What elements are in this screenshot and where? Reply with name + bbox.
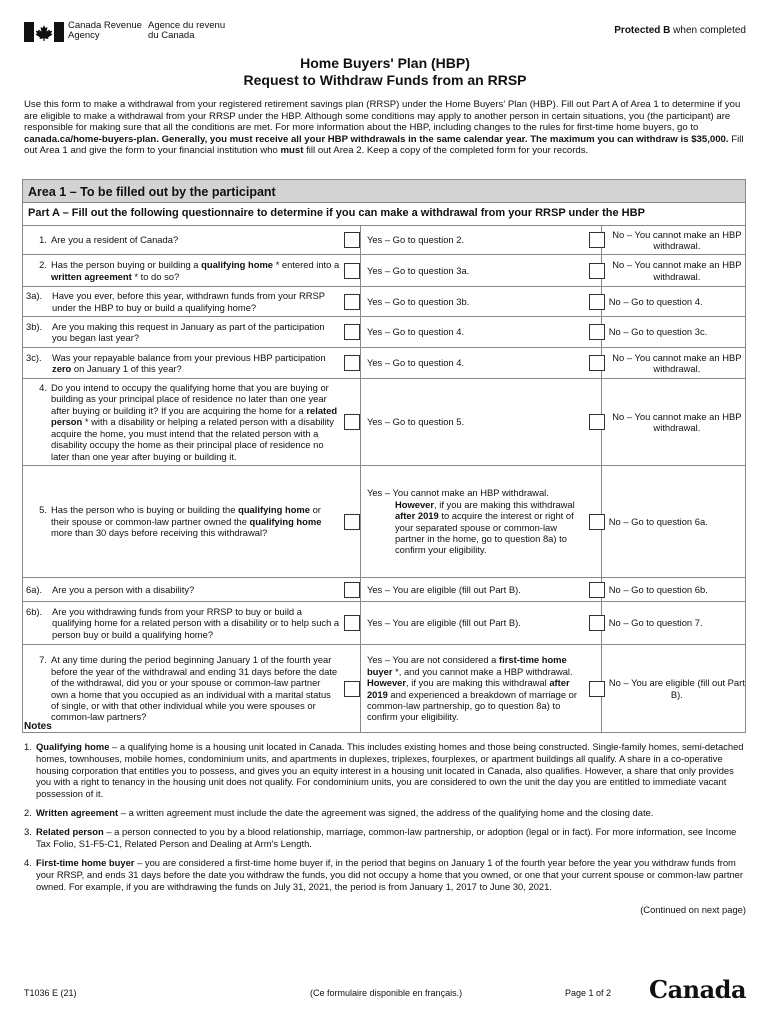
part-a-header: Part A – Fill out the following questionnaire to determine if you can make a withdrawal from your RRSP under the HBP — [22, 203, 746, 225]
q6a-no-checkbox[interactable] — [589, 582, 605, 598]
page-number: Page 1 of 2 — [565, 988, 612, 998]
note-item: 4. First-time home buyer – you are considered a first-time home buyer if, in the period that begins on January 1 of the fourth year before the year you withdraw funds from your RRSP, and ends 31 days before the date you withdraw the funds, you did not occupy a home that you owned, or one that your current spouse or common-law partner owned. For example, if you are withdrawing the funds on July 31, 2021, the period is from January 1, 2017 to June 30, 2021. — [24, 857, 744, 892]
canada-wordmark: Canada — [649, 975, 746, 1004]
table-row: 3b). Are you making this request in January as part of the participation you began last year? Yes – Go to question 4. No – Go to question 3c. — [23, 317, 746, 348]
notes-heading: Notes — [24, 721, 52, 732]
q4-no-checkbox[interactable] — [589, 414, 605, 430]
table-row: 2. Has the person buying or building a qualifying home * entered into a written agreement * to do so? Yes – Go to question 3a. No – You cannot make an HBP withdrawal. — [23, 255, 746, 287]
questionnaire-table — [22, 225, 746, 733]
q1-no-checkbox[interactable] — [589, 232, 605, 248]
note-item: 2. Written agreement – a written agreement must include the date the agreement was signed, the address of the qualifying home and the closing date. — [24, 807, 654, 818]
note-item: 3. Related person – a person connected to you by a blood relationship, marriage, common-law partnership, or adoption (legal or in fact). For more information, see Income Tax Folio, S1-F5-C1, Related Person and Dealing at Arm's Length. — [24, 826, 737, 849]
q1-yes-checkbox[interactable] — [344, 232, 360, 248]
note-item: 1. Qualifying home – a qualifying home is a housing unit located in Canada. This includes existing homes and those being constructed. Single-family homes, semi-detached homes, townhouses, mobile homes, condominium units, and apartments in duplexes, triplexes, fourplexes, or apartment buildings all qualify. A share in a co-operative housing corporation that entitles you to possess, and gives you an equity interest in a housing unit located in Canada, also qualifies. However, a share that only provides you with a right to tenancy in the housing unit does not qualify. For condominium units, you are considered to own the unit the day you are entitled to immediate vacant possession of it. — [24, 741, 744, 799]
q6b-no-checkbox[interactable] — [589, 615, 605, 631]
canada-flag-icon — [24, 22, 64, 42]
table-row: 3c). Was your repayable balance from your previous HBP participation zero on January 1 of this year? Yes – Go to question 4. No – You cannot make an HBP withdrawal. — [23, 348, 746, 379]
form-subtitle: Request to Withdraw Funds from an RRSP — [243, 72, 527, 88]
table-row: 4. Do you intend to occupy the qualifying home that you are buying or building as your principal place of residence no later than one year after buying or building it? If you are acquiring the home for a related person * with a disability or helping a related person with a disability acquire the home, you must intend that the related person with a disability occupy the home as their principal place of residence no later than one year after buying or building it. Yes – Go to question 5. No – You cannot make an HBP withdrawal. — [23, 379, 746, 466]
hbp-link[interactable]: canada.ca/home-buyers-plan — [24, 133, 157, 145]
table-row: 3a). Have you ever, before this year, withdrawn funds from your RRSP under the HBP to buy or build a qualifying home? Yes – Go to question 3b. No – Go to question 4. — [23, 287, 746, 317]
q2-yes-checkbox[interactable] — [344, 263, 360, 279]
table-row: 1. Are you a resident of Canada? Yes – Go to question 2. No – You cannot make an HBP withdrawal. — [23, 226, 746, 255]
q7-no-checkbox[interactable] — [589, 681, 605, 697]
q3c-no-checkbox[interactable] — [589, 355, 605, 371]
agency-name-en: Canada Revenue Agency — [68, 20, 142, 41]
table-row: 5. Has the person who is buying or building the qualifying home or their spouse or common-law partner owned the qualifying home more than 30 days before receiving this withdrawal? Yes – You cannot make an HBP withdrawal. However, if you are making this withdrawal after 2019 to acquire the interest or right of your separated spouse or common-law partner in the home, go to question 8a) to confirm your eligibility. No – Go to question 6a. — [23, 466, 746, 578]
q3a-no-checkbox[interactable] — [589, 294, 605, 310]
protected-b-label: Protected B when completed — [614, 25, 746, 36]
table-row: 6a). Are you a person with a disability? Yes – You are eligible (fill out Part B). No – Go to question 6b. — [23, 578, 746, 602]
q7-yes-checkbox[interactable] — [344, 681, 360, 697]
intro-paragraph: Use this form to make a withdrawal from your registered retirement savings plan (RRSP) under the Home Buyers' Plan (HBP). Fill out Part A of Area 1 to determine if you are eligible to make a withdrawal from your RRSP under the HBP. Although some conditions may apply to another person in certain situations, you (the participant) are responsible for making sure that all the conditions are met. For more information about the HBP, including changes to the rules for first-time home buyers, go to canada.ca/home-buyers-plan. Generally, you must receive all your HBP withdrawals in the same calendar year. The maximum you can withdraw is $35,000. Fill out Area 1 and give the form to your financial institution who must fill out Area 2. Keep a copy of the completed form for your records. — [24, 99, 744, 156]
area1-header: Area 1 – To be filled out by the participant — [22, 179, 746, 203]
continued-label: (Continued on next page) — [640, 904, 746, 915]
q3b-no-checkbox[interactable] — [589, 324, 605, 340]
q3c-yes-checkbox[interactable] — [344, 355, 360, 371]
table-row: 6b). Are you withdrawing funds from your RRSP to buy or build a qualifying home for a related person with a disability or to help such a person buy or build a qualifying home? Yes – You are eligible (fill out Part B). No – Go to question 7. — [23, 602, 746, 645]
q6b-yes-checkbox[interactable] — [344, 615, 360, 631]
q2-no-checkbox[interactable] — [589, 263, 605, 279]
q6a-yes-checkbox[interactable] — [344, 582, 360, 598]
french-availability: (Ce formulaire disponible en français.) — [310, 988, 463, 998]
q4-yes-checkbox[interactable] — [344, 414, 360, 430]
form-title: Home Buyers' Plan (HBP) — [300, 55, 470, 71]
q5-no-checkbox[interactable] — [589, 514, 605, 530]
q3a-yes-checkbox[interactable] — [344, 294, 360, 310]
q3b-yes-checkbox[interactable] — [344, 324, 360, 340]
table-row: 7. At any time during the period beginning January 1 of the fourth year before the year of the withdrawal and ending 31 days before the date of the withdrawal, did you or your spouse or common-law partner own a home that you occupied as an individual with a marital status of single, or with that other individual while you were spouses or common-law partners? Yes – You are not considered a first-time home buyer *, and you cannot make a HBP withdrawal. However, if you are making this withdrawal after 2019 and experienced a breakdown of marriage or common-law partnership, go to question 8a) to confirm your eligibility. No – You are eligible (fill out Part B). — [23, 645, 746, 733]
q5-yes-checkbox[interactable] — [344, 514, 360, 530]
agency-name-fr: Agence du revenu du Canada — [148, 20, 226, 41]
form-id: T1036 E (21) — [24, 988, 77, 998]
